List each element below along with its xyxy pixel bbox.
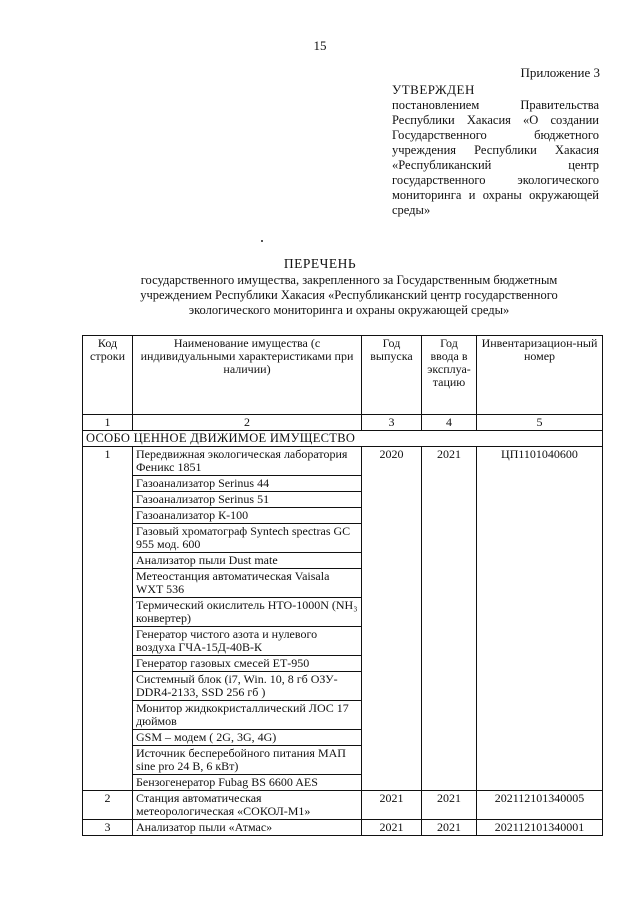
item-name: Анализатор пыли Dust mate xyxy=(133,553,362,569)
page-number: 15 xyxy=(313,38,327,53)
item-name: Генератор чистого азота и нулевого воздуха ГЧА-15Д-40В-К xyxy=(133,627,362,656)
header-inventory-number: Инвентаризацион-ный номер xyxy=(477,336,603,415)
approval-block xyxy=(392,82,599,218)
item-name: Системный блок (i7, Win. 10, 8 гб ОЗУ-DDR4-2133, SSD 256 гб ) xyxy=(133,672,362,701)
row-year-commissioned: 2021 xyxy=(422,820,477,836)
section-row xyxy=(83,431,603,447)
approval-title: УТВЕРЖДЕН xyxy=(392,82,475,97)
row-code: 1 xyxy=(83,447,133,791)
stray-mark xyxy=(261,240,263,242)
table-row xyxy=(83,791,603,820)
row-year-commissioned: 2021 xyxy=(422,447,477,791)
column-number-row xyxy=(83,415,603,431)
item-name: Источник бесперебойного питания МАП sine pro 24 В, 6 кВт) xyxy=(133,746,362,775)
row-year-commissioned: 2021 xyxy=(422,791,477,820)
row-inventory-number: 202112101340005 xyxy=(477,791,603,820)
row-inventory-number: 202112101340001 xyxy=(477,820,603,836)
appendix-label: Приложение 3 xyxy=(520,65,600,80)
item-name: Генератор газовых смесей ЕТ-950 xyxy=(133,656,362,672)
row-code: 2 xyxy=(83,791,133,820)
item-name: GSM – модем ( 2G, 3G, 4G) xyxy=(133,730,362,746)
column-number: 4 xyxy=(422,415,477,431)
header-year-commissioned: Год ввода в эксплуа-тацию xyxy=(422,336,477,415)
column-number: 2 xyxy=(133,415,362,431)
item-name: Бензогенератор Fubag BS 6600 AES xyxy=(133,775,362,791)
item-name: Газоанализатор К-100 xyxy=(133,508,362,524)
table-header-row xyxy=(83,336,603,415)
column-number: 3 xyxy=(362,415,422,431)
property-table xyxy=(82,335,603,836)
table-row xyxy=(83,820,603,836)
header-code: Код строки xyxy=(83,336,133,415)
item-name: Газоанализатор Serinus 51 xyxy=(133,492,362,508)
approval-text: постановлением Правительства Республики Хакасия «О создании Государственного бюджетного учреждения Республики Хакасия «Республиканский центр государственного экологического мониторинга и охраны окружающей среды» xyxy=(392,98,599,217)
row-year-made: 2020 xyxy=(362,447,422,791)
item-name: Термический окислитель НТО-1000N (NH₃ конвертер) xyxy=(133,598,362,627)
column-number: 1 xyxy=(83,415,133,431)
column-number: 5 xyxy=(477,415,603,431)
item-name: Станция автоматическая метеорологическая «СОКОЛ-М1» xyxy=(133,791,362,820)
item-name: Газоанализатор Serinus 44 xyxy=(133,476,362,492)
item-name: Передвижная экологическая лаборатория Феникс 1851 xyxy=(133,447,362,476)
row-code: 3 xyxy=(83,820,133,836)
document-title: ПЕРЕЧЕНЬ xyxy=(283,256,357,271)
row-year-made: 2021 xyxy=(362,820,422,836)
section-title: ОСОБО ЦЕННОЕ ДВИЖИМОЕ ИМУЩЕСТВО xyxy=(83,431,603,447)
item-name: Анализатор пыли «Атмас» xyxy=(133,820,362,836)
row-year-made: 2021 xyxy=(362,791,422,820)
document-subtitle: государственного имущества, закрепленного за Государственным бюджетным учреждением Республики Хакасия «Республиканский центр государственного экологического мониторинга и охраны окружающей среды» xyxy=(140,273,558,317)
item-name: Монитор жидкокристаллический ЛОС 17 дюймов xyxy=(133,701,362,730)
item-name: Газовый хроматограф Syntech spectras GC 955 мод. 600 xyxy=(133,524,362,553)
header-name: Наименование имущества (с индивидуальными характеристиками при наличии) xyxy=(133,336,362,415)
header-year-made: Год выпуска xyxy=(362,336,422,415)
table-row xyxy=(83,447,603,476)
row-inventory-number: ЦП1101040600 xyxy=(477,447,603,791)
item-name: Метеостанция автоматическая Vaisala WXT 536 xyxy=(133,569,362,598)
